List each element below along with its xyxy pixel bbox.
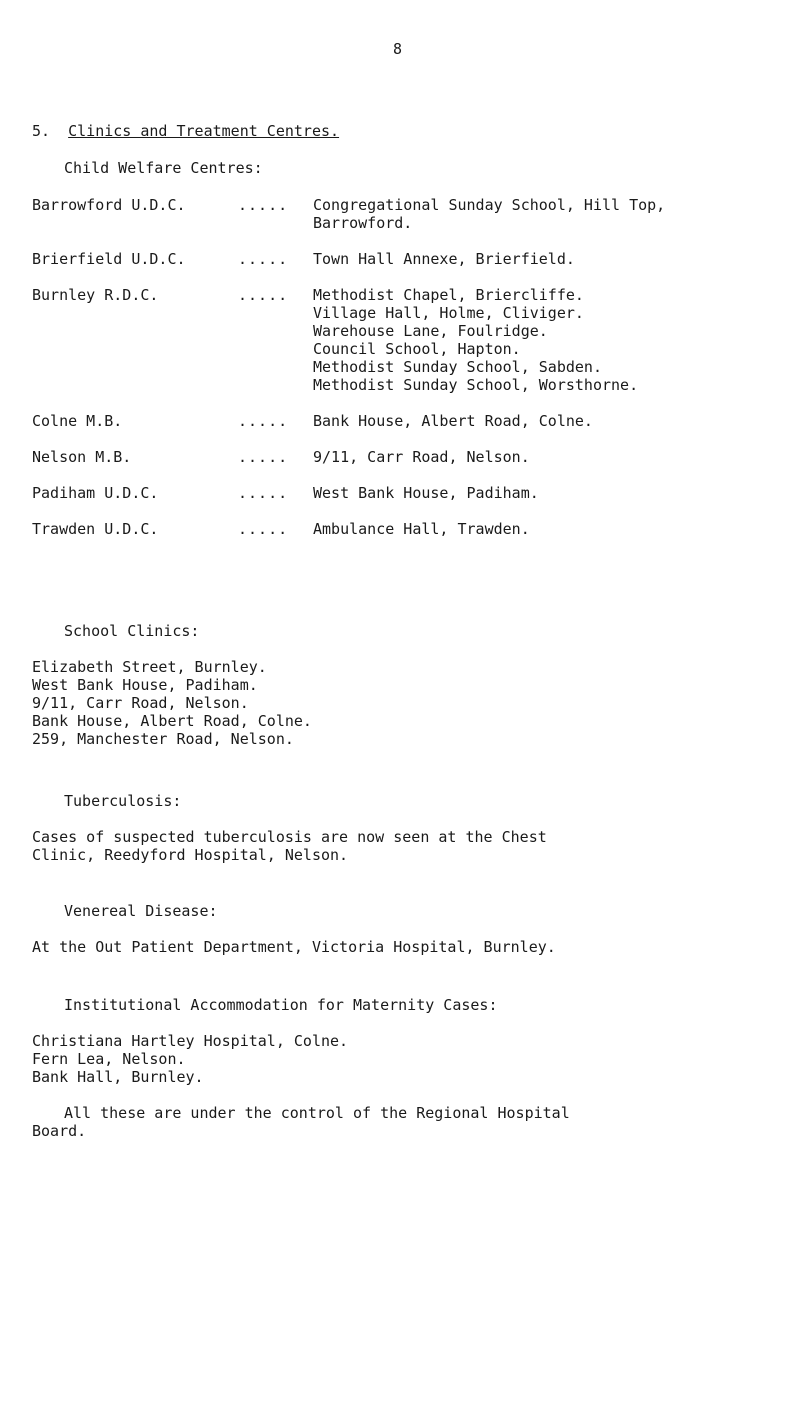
- paragraph-line: Clinic, Reedyford Hospital, Nelson.: [32, 846, 349, 864]
- leader-dots: .....: [238, 196, 289, 214]
- leader-dots: .....: [238, 484, 289, 502]
- centre-address: Methodist Sunday School, Sabden.: [313, 358, 602, 376]
- centre-address: Bank House, Albert Road, Colne.: [313, 412, 593, 430]
- list-item: 259, Manchester Road, Nelson.: [32, 730, 294, 748]
- list-item: Bank House, Albert Road, Colne.: [32, 712, 312, 730]
- leader-dots: .....: [238, 448, 289, 466]
- page-number: 8: [393, 40, 403, 58]
- school-clinics-heading: School Clinics:: [64, 622, 200, 640]
- centre-address: Council School, Hapton.: [313, 340, 521, 358]
- leader-dots: .....: [238, 520, 289, 538]
- tuberculosis-heading: Tuberculosis:: [64, 792, 182, 810]
- district-name: Brierfield U.D.C.: [32, 250, 186, 268]
- list-item: Bank Hall, Burnley.: [32, 1068, 204, 1086]
- list-item: West Bank House, Padiham.: [32, 676, 258, 694]
- paragraph-line: Board.: [32, 1122, 87, 1140]
- centre-address: Ambulance Hall, Trawden.: [313, 520, 530, 538]
- leader-dots: .....: [238, 250, 289, 268]
- centre-address: Methodist Chapel, Briercliffe.: [313, 286, 584, 304]
- paragraph-line: Cases of suspected tuberculosis are now seen at the Chest: [32, 828, 547, 846]
- list-item: 9/11, Carr Road, Nelson.: [32, 694, 249, 712]
- centre-address: Congregational Sunday School, Hill Top,: [313, 196, 666, 214]
- maternity-heading: Institutional Accommodation for Maternity Cases:: [64, 996, 498, 1014]
- district-name: Padiham U.D.C.: [32, 484, 159, 502]
- section-title: Clinics and Treatment Centres.: [68, 122, 340, 140]
- leader-dots: .....: [238, 412, 289, 430]
- centre-address: Warehouse Lane, Foulridge.: [313, 322, 548, 340]
- centre-address: West Bank House, Padiham.: [313, 484, 539, 502]
- list-item: Elizabeth Street, Burnley.: [32, 658, 267, 676]
- section-number: 5.: [32, 122, 51, 140]
- venereal-heading: Venereal Disease:: [64, 902, 218, 920]
- district-name: Colne M.B.: [32, 412, 123, 430]
- centre-address: Barrowford.: [313, 214, 413, 232]
- centre-address: Methodist Sunday School, Worsthorne.: [313, 376, 639, 394]
- district-name: Trawden U.D.C.: [32, 520, 159, 538]
- child-welfare-heading: Child Welfare Centres:: [64, 159, 263, 177]
- list-item: Christiana Hartley Hospital, Colne.: [32, 1032, 349, 1050]
- centre-address: 9/11, Carr Road, Nelson.: [313, 448, 530, 466]
- centre-address: Village Hall, Holme, Cliviger.: [313, 304, 584, 322]
- paragraph-line: All these are under the control of the Regional Hospital: [64, 1104, 570, 1122]
- centre-address: Town Hall Annexe, Brierfield.: [313, 250, 575, 268]
- list-item: Fern Lea, Nelson.: [32, 1050, 186, 1068]
- leader-dots: .....: [238, 286, 289, 304]
- paragraph-line: At the Out Patient Department, Victoria Hospital, Burnley.: [32, 938, 556, 956]
- district-name: Nelson M.B.: [32, 448, 132, 466]
- section-heading: [32, 122, 339, 140]
- district-name: Burnley R.D.C.: [32, 286, 159, 304]
- district-name: Barrowford U.D.C.: [32, 196, 186, 214]
